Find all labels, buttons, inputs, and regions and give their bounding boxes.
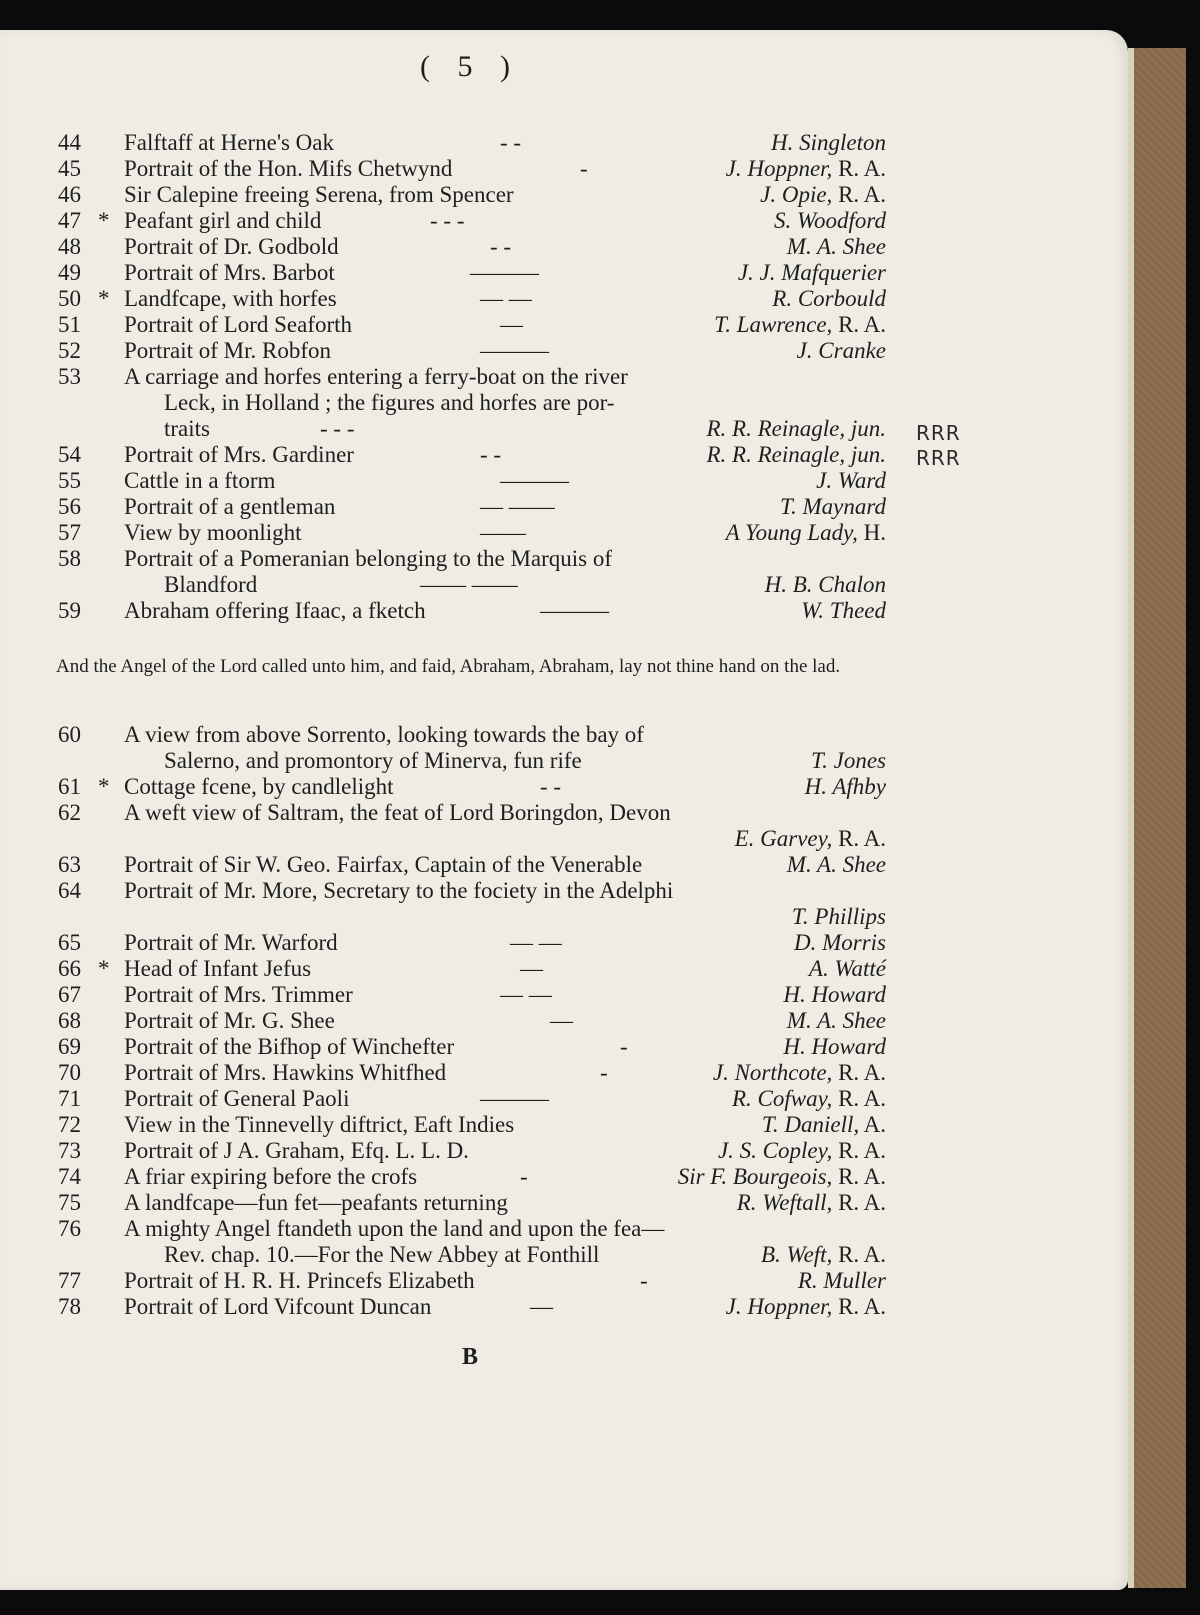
entry-artist (787, 234, 886, 260)
artist-name: H. Howard (783, 1034, 886, 1059)
page-number-header: ( 5 ) (420, 50, 520, 83)
catalogue-entry (0, 1008, 1200, 1034)
entry-number: 71 (58, 1086, 81, 1111)
entry-title: Portrait of the Hon. Mifs Chetwynd (124, 156, 453, 181)
catalogue-entry (0, 852, 1200, 878)
artist-name: M. A. Shee (786, 234, 886, 259)
catalogue-entry (0, 1164, 1200, 1190)
entry-number: 57 (58, 520, 81, 545)
entry-artist (713, 1060, 886, 1086)
entry-leader: —— (480, 520, 526, 545)
entry-number: 55 (58, 468, 81, 493)
artist-name: J. Hoppner, (725, 1294, 833, 1319)
entry-title: Cattle in a ftorm (124, 468, 276, 493)
entry-number: 68 (58, 1008, 81, 1033)
entry-artist (783, 982, 886, 1008)
entry-artist (762, 1112, 886, 1138)
entry-leader: — (530, 1294, 553, 1319)
artist-suffix: R. A. (832, 1242, 886, 1267)
entry-leader: — (550, 1008, 573, 1033)
entry-title: Portrait of Lord Vifcount Duncan (124, 1294, 432, 1319)
entry-number: 70 (58, 1060, 81, 1085)
entry-artist (774, 208, 886, 234)
entry-leader: - - - (430, 208, 465, 233)
entry-title: Portrait of Mrs. Hawkins Whitfhed (124, 1060, 447, 1085)
margin-note-2: RRR (916, 446, 961, 470)
artist-name: R. R. Reinagle, jun. (706, 442, 886, 467)
entry-title: Landfcape, with horfes (124, 286, 337, 311)
catalogue-entry (0, 1034, 1200, 1060)
entry-artist (792, 904, 886, 930)
entry-title: Falftaff at Herne's Oak (124, 130, 334, 155)
entry-title: Sir Calepine freeing Serena, from Spencer (124, 182, 514, 207)
entry-title: traits (164, 416, 210, 441)
entry-artist (811, 748, 886, 774)
entry-artist (765, 572, 886, 598)
entry-title: Head of Infant Jefus (124, 956, 312, 981)
catalogue-entry (0, 1086, 1200, 1112)
entry-title: Rev. chap. 10.—For the New Abbey at Fonthill (164, 1242, 600, 1267)
artist-name: T. Lawrence, (714, 312, 833, 337)
entry-title: Cottage fcene, by candlelight (124, 774, 394, 799)
artist-suffix: R. A. (832, 312, 886, 337)
entry-artist (714, 312, 886, 338)
artist-name: H. Singleton (771, 130, 886, 155)
catalogue-entry (0, 1190, 1200, 1216)
artist-name: H. Howard (783, 982, 886, 1007)
artist-name: R. Cofway, (732, 1086, 833, 1111)
entry-leader: - - (490, 234, 512, 259)
catalogue-entry (0, 338, 1200, 364)
entry-leader: - - (500, 130, 522, 155)
entry-leader: — — (480, 286, 532, 311)
entry-title: Portrait of a Pomeranian belonging to the Marquis of (124, 546, 613, 571)
artist-suffix: R. A. (832, 1060, 886, 1085)
entry-number: 72 (58, 1112, 81, 1137)
entry-title: A friar expiring before the crofs (124, 1164, 418, 1189)
entry-number: 75 (58, 1190, 81, 1215)
entry-artist (726, 520, 886, 546)
catalogue-entry (0, 1216, 1200, 1242)
entry-artist (735, 826, 886, 852)
artist-suffix: R. A. (832, 1294, 886, 1319)
entry-title: Portrait of Mr. Robfon (124, 338, 331, 363)
entry-number: 78 (58, 1294, 81, 1319)
artist-name: J. S. Copley, (717, 1138, 833, 1163)
entry-asterisk: * (98, 956, 110, 981)
catalogue-entry (0, 878, 1200, 904)
entry-title: Portrait of Mr. G. Shee (124, 1008, 335, 1033)
entry-number: 61 (58, 774, 81, 799)
signature-mark: B (461, 1344, 478, 1370)
entry-number: 44 (58, 130, 81, 155)
entry-artist (732, 1086, 886, 1112)
entry-number: 49 (58, 260, 81, 285)
catalogue-entry (0, 182, 1200, 208)
entry-artist (737, 1190, 886, 1216)
entry-artist (783, 1034, 886, 1060)
catalogue-entry (0, 520, 1200, 546)
entry-number: 77 (58, 1268, 81, 1293)
catalogue-entry (0, 774, 1200, 800)
entry-number: 62 (58, 800, 81, 825)
artist-name: R. Muller (797, 1268, 886, 1293)
artist-suffix: R. A. (832, 182, 886, 207)
entry-artist (794, 930, 886, 956)
catalogue-entry (0, 722, 1200, 748)
entry-number: 67 (58, 982, 81, 1007)
entry-number: 69 (58, 1034, 81, 1059)
artist-name: H. Afhby (804, 774, 886, 799)
entry-title: View in the Tinnevelly diftrict, Eaft Indies (124, 1112, 515, 1137)
entry-number: 76 (58, 1216, 81, 1241)
catalogue-entry (0, 1294, 1200, 1320)
entry-artist (772, 286, 886, 312)
artist-name: M. A. Shee (786, 1008, 886, 1033)
artist-suffix: R. A. (832, 156, 886, 181)
scripture-quote: And the Angel of the Lord called unto him, and faid, Abraham, Abraham, lay not thine hand on the lad. (56, 656, 841, 677)
artist-name: J. J. Mafquerier (737, 260, 886, 285)
catalogue-entry (0, 130, 1200, 156)
catalogue-entry (0, 1242, 1200, 1268)
artist-name: R. Corbould (772, 286, 886, 311)
artist-name: M. A. Shee (786, 852, 886, 877)
entry-number: 48 (58, 234, 81, 259)
catalogue-entry (0, 930, 1200, 956)
entry-leader: ——— (480, 338, 549, 363)
artist-suffix: H. (857, 520, 886, 545)
artist-name: Sir F. Bourgeois, (677, 1164, 833, 1189)
entry-leader: ——— (480, 1086, 549, 1111)
entry-number: 63 (58, 852, 81, 877)
artist-name: T. Jones (811, 748, 886, 773)
catalogue-entry (0, 800, 1200, 826)
entry-number: 64 (58, 878, 81, 903)
catalogue-entry (0, 1138, 1200, 1164)
entry-artist (738, 260, 886, 286)
entry-artist (718, 1138, 886, 1164)
entry-artist (797, 338, 886, 364)
entry-leader: — — (500, 982, 552, 1007)
artist-name: A Young Lady, (725, 520, 858, 545)
catalogue-entry (0, 904, 1200, 930)
entry-artist (798, 1268, 886, 1294)
catalogue-entry (0, 208, 1200, 234)
entry-title: Portrait of General Paoli (124, 1086, 350, 1111)
entry-title: Salerno, and promontory of Minerva, fun rife (164, 748, 582, 773)
entry-asterisk: * (98, 774, 110, 799)
artist-name: J. Opie, (760, 182, 833, 207)
catalogue-entry (0, 546, 1200, 572)
artist-suffix: R. A. (832, 1190, 886, 1215)
entry-artist (678, 1164, 886, 1190)
entry-artist (771, 130, 886, 156)
entry-leader: — —— (480, 494, 555, 519)
entry-artist (780, 494, 886, 520)
artist-suffix: R. A. (832, 1138, 886, 1163)
entry-title: Portrait of Mr. More, Secretary to the fociety in the Adelphi (124, 878, 674, 903)
artist-name: J. Northcote, (712, 1060, 833, 1085)
entry-artist (805, 774, 886, 800)
artist-suffix: R. A. (832, 1086, 886, 1111)
artist-name: R. R. Reinagle, jun. (706, 416, 886, 441)
entry-leader: — — (510, 930, 562, 955)
catalogue-entry (0, 364, 1200, 390)
artist-name: S. Woodford (773, 208, 886, 233)
catalogue-entry (0, 956, 1200, 982)
artist-name: T. Maynard (779, 494, 886, 519)
entry-number: 51 (58, 312, 81, 337)
entry-title: Peafant girl and child (124, 208, 322, 233)
entry-leader: - (640, 1268, 648, 1293)
artist-name: T. Daniell, (761, 1112, 860, 1137)
entry-artist (787, 852, 886, 878)
catalogue-entry (0, 982, 1200, 1008)
artist-name: A. Watté (808, 956, 886, 981)
artist-name: J. Cranke (796, 338, 886, 363)
entry-leader: ——— (500, 468, 569, 493)
entry-title: Portrait of J A. Graham, Efq. L. L. D. (124, 1138, 469, 1163)
artist-suffix: R. A. (832, 826, 886, 851)
entry-number: 46 (58, 182, 81, 207)
entry-title: Portrait of Mr. Warford (124, 930, 338, 955)
entry-leader: - - - (320, 416, 355, 441)
catalogue-entry (0, 1060, 1200, 1086)
entry-title: Portrait of the Bifhop of Winchefter (124, 1034, 455, 1059)
entry-artist (787, 1008, 886, 1034)
entry-leader: ——— (540, 598, 609, 623)
entry-asterisk: * (98, 208, 110, 233)
entry-leader: — (500, 312, 523, 337)
entry-leader: - - (540, 774, 562, 799)
entry-leader: - (520, 1164, 528, 1189)
margin-note-1: RRR (916, 421, 961, 445)
artist-name: D. Morris (793, 930, 886, 955)
catalogue-entry (0, 598, 1200, 624)
entry-number: 54 (58, 442, 81, 467)
catalogue-entry (0, 748, 1200, 774)
entry-number: 60 (58, 722, 81, 747)
entry-artist (801, 598, 886, 624)
entry-artist (761, 1242, 886, 1268)
entry-title: Portrait of Mrs. Barbot (124, 260, 335, 285)
entry-leader: - (580, 156, 588, 181)
entry-leader: - (600, 1060, 608, 1085)
entry-title: A view from above Sorrento, looking towards the bay of (124, 722, 644, 747)
entry-leader: - - (480, 442, 502, 467)
catalogue-entry (0, 826, 1200, 852)
entry-number: 56 (58, 494, 81, 519)
entry-title: A landfcape—fun fet—peafants returning (124, 1190, 508, 1215)
entry-leader: ——— (470, 260, 539, 285)
entry-number: 65 (58, 930, 81, 955)
entry-title: A carriage and horfes entering a ferry-boat on the river (124, 364, 628, 389)
entry-title: Portrait of Mrs. Trimmer (124, 982, 353, 1007)
catalogue-entry (0, 572, 1200, 598)
catalogue-entry (0, 494, 1200, 520)
margin-note-line (0, 446, 1200, 472)
catalogue-entry (0, 390, 1200, 416)
catalogue-entry (0, 260, 1200, 286)
entry-title: Portrait of Dr. Godbold (124, 234, 339, 259)
entry-asterisk: * (98, 286, 110, 311)
entry-number: 50 (58, 286, 81, 311)
catalogue-entry (0, 234, 1200, 260)
entry-title: A mighty Angel ftandeth upon the land and upon the fea— (124, 1216, 665, 1241)
catalogue-entry (0, 1268, 1200, 1294)
artist-name: J. Hoppner, (725, 156, 833, 181)
entry-title: Portrait of Lord Seaforth (124, 312, 353, 337)
margin-note-line (0, 421, 1200, 447)
entry-artist (726, 1294, 886, 1320)
entry-number: 47 (58, 208, 81, 233)
catalogue-entry (0, 156, 1200, 182)
entry-title: Leck, in Holland ; the figures and horfes are por- (164, 390, 615, 415)
entry-artist (760, 182, 886, 208)
entry-number: 52 (58, 338, 81, 363)
entry-number: 74 (58, 1164, 81, 1189)
entry-number: 53 (58, 364, 81, 389)
entry-title: Portrait of H. R. H. Princefs Elizabeth (124, 1268, 475, 1293)
entry-title: Portrait of a gentleman (124, 494, 336, 519)
entry-leader: - (620, 1034, 628, 1059)
entry-title: Portrait of Sir W. Geo. Fairfax, Captain of the Venerable (124, 852, 643, 877)
artist-name: J. Ward (816, 468, 886, 493)
artist-name: W. Theed (801, 598, 886, 623)
entry-number: 59 (58, 598, 81, 623)
entry-title: Abraham offering Ifaac, a fketch (124, 598, 426, 623)
entry-leader: — (520, 956, 543, 981)
artist-name: T. Phillips (791, 904, 886, 929)
catalogue-entry (0, 286, 1200, 312)
entry-title: Blandford (164, 572, 258, 597)
artist-suffix: R. A. (832, 1164, 886, 1189)
catalogue-entry (0, 312, 1200, 338)
entry-title: View by moonlight (124, 520, 302, 545)
entry-number: 58 (58, 546, 81, 571)
entry-artist (809, 956, 886, 982)
artist-name: E. Garvey, (734, 826, 833, 851)
entry-title: A weft view of Saltram, the feat of Lord Boringdon, Devon (124, 800, 671, 825)
entry-number: 73 (58, 1138, 81, 1163)
entry-leader: —— —— (420, 572, 518, 597)
entry-number: 66 (58, 956, 81, 981)
entry-number: 45 (58, 156, 81, 181)
entry-artist (726, 156, 886, 182)
catalogue-entry (0, 1112, 1200, 1138)
artist-suffix: A. (859, 1112, 886, 1137)
entry-title: Portrait of Mrs. Gardiner (124, 442, 354, 467)
artist-name: H. B. Chalon (764, 572, 886, 597)
artist-name: B. Weft, (760, 1242, 833, 1267)
artist-name: R. Weftall, (736, 1190, 833, 1215)
